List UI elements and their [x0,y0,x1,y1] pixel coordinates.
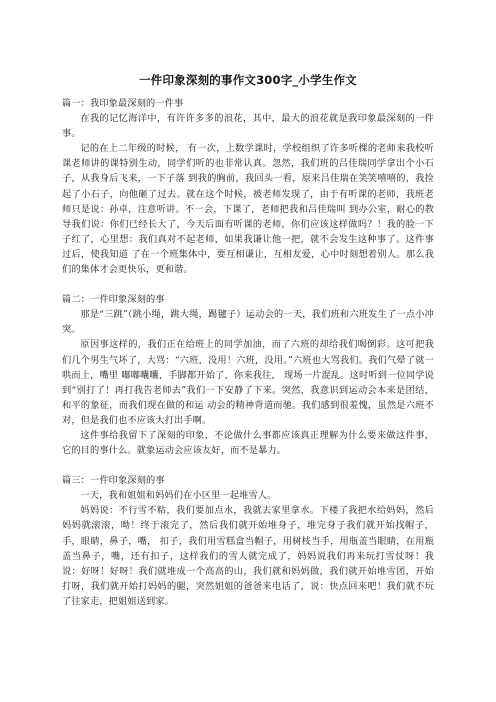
paragraph: 一天，我和姐姐和妈妈们在小区里一起堆雪人。 [80,490,277,502]
section-heading: 篇二：一件印象深刻的事 [62,294,165,306]
section-3 [62,473,434,609]
section-1 [62,96,434,277]
section-divider [62,277,434,292]
paragraph: 在我的记忆海洋中，有许许多多的浪花，其中，最大的浪花就是我印象最深刻的一件事。 [62,113,434,140]
section-heading: 篇一：我印象最深刻的一件事 [62,98,184,109]
paragraph: 记的在上二年级的时候， 有一次，上数学课时，学校组织了许多听棵的老师来我校听课老师讲的课特别生动，同学们听的也非常认真。忽然，我们班的吕佳瑞同学拿出个小石子，从我身后飞来，一下子落 到我的胸前，我回头一看，原来吕佳瑞在笑笑嘻嘻的，我捡起了小石子，向他砸了过去。就在这个时候，被老师发现了，由于有听课的老师，我班老师只是说：孙卓，注意听讲。不一会，下课了，老师把我和吕佳瑞叫 到办公室，耐心的教导我们说：你们已经长大了，今天后面有听课的老师，你们应该这样做吗？！我的脸一下子红了，心里想：我们真对不起老师，如果我谦让他一把，就不会发生这种事了。这件事 过后，使我知道 了在一个班集体中，要互相谦让，互相友爱，心中时刻想着别人。那么我们的集体才会更快乐，更和谐。 [62,143,434,276]
paragraph: 原因事这样的，我们正在给班上的同学加油，而了六班的却给我们喝倒彩。这可把我们几个男生气坏了，大骂：“六班，没用！六班，没用。”六班也大骂我们。我们气晕了就一哄而上，嘴里 嘟嘟囔囔，手脚都开始了，你来我往， 现场一片混乱。这时听到一位同学说到“别打了！再打我告老师去”我们一下安静了下来。突然，我意识到运动会本来是团结，和平的象征，而我们现在做的和运 动会的精神背道而驰。我们感到很羞愧，虽然是六班不对，但是我们也不应该大打出手啊。 [62,339,434,426]
document-title: 一件印象深刻的事作文300字_小学生作文 [139,73,357,87]
document-body [62,96,434,609]
section-divider [62,458,434,473]
paragraph: 这件事给我留下了深刻的印象，不论做什么事都应该真正理解为什么要来做这件事，它的目的事什么。就象运动会应该友好，而不是暴力。 [62,429,434,457]
section-2 [62,292,434,458]
paragraph: 妈妈说：不行雪不粘，我们要加点水，我就去家里拿水。下楼了我把水给妈妈，然后妈妈就滚滚，呦！终于滚完了，然后我们就开始堆身子，堆完身子我们就开始找帽子，手，眼睛，鼻子，嘴， 扣子，我们用雪糕盒当帽子，用树枝当手，用瓶盖当眼睛，在用瓶盖当鼻子，嘴，还有扣子，这样我们的雪人就完成了，妈妈说我们再来玩打雪仗呀！我说：好呀！好呀！我们就堆成一个高高的山，我们就和妈妈做，我们就开始堆雪团，开始打呀，我们就开始打妈妈的腿，突然姐姐的爸爸来电话了，说：快点回来吧！我们就不玩了往家走，把姐姐送到家。 [62,505,434,607]
paragraph: 那是“三跳”（跳小绳，跳大绳，踢毽子）运动会的一天，我们班和六班发生了一点小冲突。 [62,309,434,336]
section-heading: 篇三：一件印象深刻的事 [62,475,165,487]
